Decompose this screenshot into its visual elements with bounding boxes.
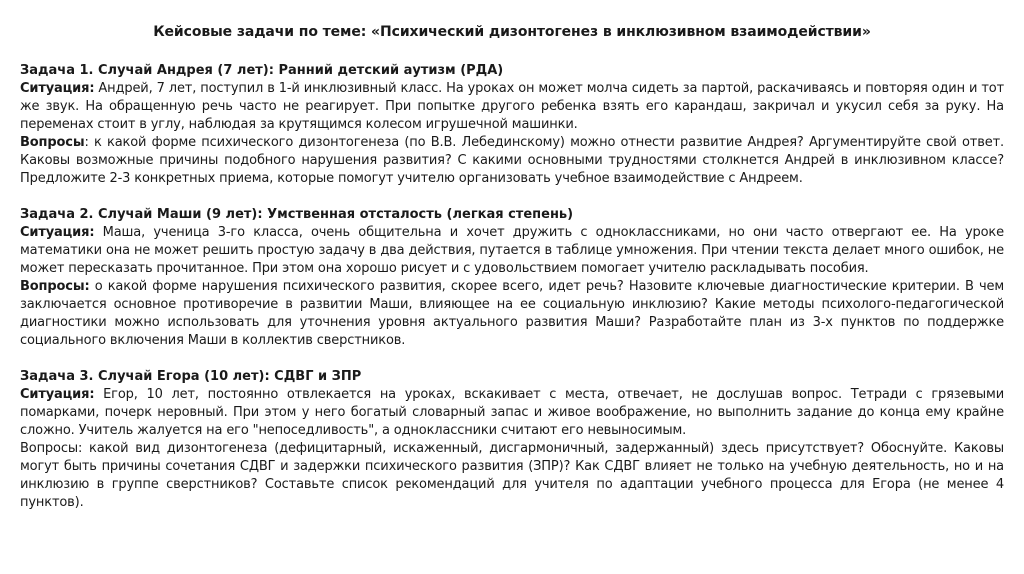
task-3-situation-label: Ситуация:	[20, 387, 95, 402]
task-1-situation	[20, 80, 1004, 134]
task-2-situation-label: Ситуация:	[20, 225, 95, 240]
task-2-questions	[20, 278, 1004, 350]
task-1-questions-label: Вопросы	[20, 135, 85, 150]
task-3-situation	[20, 386, 1004, 440]
task-3-questions	[20, 440, 1004, 512]
task-3	[20, 368, 1004, 512]
task-3-heading: Задача 3. Случай Егора (10 лет): СДВГ и ЗПР	[20, 369, 362, 384]
task-1-situation-text: Андрей, 7 лет, поступил в 1-й инклюзивный класс. На уроках он может молча сидеть за партой, раскачиваясь и повторяя один и тот же звук. На обращенную речь часто не реагирует. При попытке другого ребенка взять его карандаш, закричал и укусил себя за руку. На переменах стоит в углу, наблюдая за крутящимся колесом игрушечной машинки.	[20, 81, 1004, 132]
task-1-situation-label: Ситуация:	[20, 81, 95, 96]
task-3-situation-text: Егор, 10 лет, постоянно отвлекается на уроках, вскакивает с места, отвечает, не дослушав вопрос. Тетради с грязевыми помарками, почерк неровный. При этом у него богатый словарный запас и живое воображение, но выполнить задание до конца ему крайне сложно. Учитель жалуется на его "непоседливость", а одноклассники считают его невыносимым.	[20, 387, 1004, 438]
task-2-heading: Задача 2. Случай Маши (9 лет): Умственная отсталость (легкая степень)	[20, 207, 574, 222]
task-1-questions-text: : к какой форме психического дизонтогенеза (по В.В. Лебединскому) можно отнести развитие Андрея? Аргументируйте свой ответ. Каковы возможные причины подобного нарушения развития? С какими основными трудностями столкнется Андрей в инклюзивном классе? Предложите 2-3 конкретных приема, которые помогут учителю организовать учебное взаимодействие с Андреем.	[20, 135, 1004, 186]
task-2-questions-text: о какой форме нарушения психического развития, скорее всего, идет речь? Назовите ключевые диагностические критерии. В чем заключается основное противоречие в развитии Маши, влияющее на ее социальную инклюзию? Какие методы психолого-педагогической диагностики можно использовать для уточнения уровня актуального развития Маши? Разработайте план из 3-х пунктов по поддержке социального включения Маши в коллектив сверстников.	[20, 279, 1004, 348]
task-1-questions	[20, 134, 1004, 188]
document-title: Кейсовые задачи по теме: «Психический дизонтогенез в инклюзивном взаимодействии»	[153, 24, 871, 40]
task-2-situation	[20, 224, 1004, 278]
task-1	[20, 62, 1004, 188]
document-page	[20, 22, 1004, 530]
task-3-questions-label: Вопросы:	[20, 441, 83, 456]
task-2	[20, 206, 1004, 350]
task-2-situation-text: Маша, ученица 3-го класса, очень общительна и хочет дружить с одноклассниками, но они часто отвергают ее. На уроке математики она не может решить простую задачу в два действия, путается в таблице умножения. При чтении текста делает много ошибок, не может пересказать прочитанное. При этом она хорошо рисует и с удовольствием помогает учителю раскладывать пособия.	[20, 225, 1004, 276]
task-2-questions-label: Вопросы:	[20, 279, 90, 294]
task-3-questions-text: какой вид дизонтогенеза (дефицитарный, искаженный, дисгармоничный, задержанный) здесь присутствует? Обоснуйте. Каковы могут быть причины сочетания СДВГ и задержки психического развития (ЗПР)? Как СДВГ влияет не только на учебную деятельность, но и на инклюзию в группе сверстников? Составьте список рекомендаций для учителя по адаптации учебного процесса для Егора (не менее 4 пунктов).	[20, 441, 1004, 510]
task-1-heading: Задача 1. Случай Андрея (7 лет): Ранний детский аутизм (РДА)	[20, 63, 504, 78]
